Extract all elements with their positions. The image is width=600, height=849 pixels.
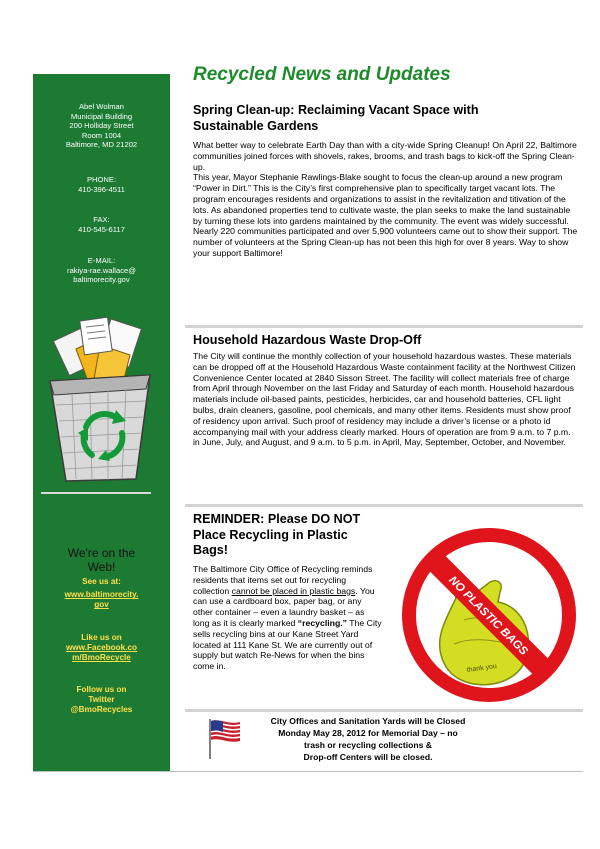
facebook-label: Like us on [81,633,122,642]
facebook-link[interactable]: www.Facebook.co [65,643,138,653]
sidebar [33,74,170,772]
section-divider [185,325,583,328]
sidebar-divider [41,492,151,494]
title-line: REMINDER: Please DO NOT [193,512,361,526]
address-line: Room 1004 [81,130,122,140]
title-line: Place Recycling in Plastic [193,527,348,542]
facebook-section [33,633,170,664]
email-label: E-MAIL: [87,256,116,265]
reminder-article-body [193,564,383,672]
twitter-section [33,685,170,716]
fax-label: FAX: [93,215,110,224]
phone-label: PHONE: [86,175,117,184]
footer-divider [33,771,583,772]
hazardous-article-title: Household Hazardous Waste Drop-Off [193,333,422,347]
title-line: Sustainable Gardens [193,118,319,133]
title-line: Bags! [193,543,228,557]
web-section [33,546,170,574]
twitter-label: Follow us on [76,685,127,694]
notice-line: City Offices and Sanitation Yards will be Closed [270,716,466,726]
address-line: 200 Holliday Street [69,121,134,131]
contact-email [33,256,170,285]
section-divider [185,709,583,712]
paragraph [193,564,383,672]
address-line: Abel Wolman [78,102,125,111]
title-line: Spring Clean-up: Reclaiming Vacant Space with [193,103,479,117]
notice-line: Drop-off Centers will be closed. [303,752,433,762]
paragraph: This year, Mayor Stephanie Rawlings-Blake sought to focus the clean-up around a new program “Power in Dirt.” This is the City’s first comprehensive plan to specifically target vacant lots. The program encourages residents and organizations to assist in the revitalization and titivation of the lots. As abandoned properties tend to cultivate waste, the plan seeks to make the land sustainable by turning these lots into gardens maintained by the community. The event was widely successful. Nearly 220 communities participated and over 5,900 volunteers came out to show their support. The number of volunteers at the Spring Clean-up has not been this high for over 8 years. Way to show your support Baltimore! [193,172,578,258]
sign-text: NO PLASTIC BAGS [446,574,530,658]
see-us-label: See us at: [82,577,121,586]
facebook-link[interactable]: m/BmoRecycle [72,653,131,663]
address-line: Municipal Building [70,111,133,121]
website-section [33,577,170,611]
body-text: . You can use a cardboard box, paper bag, or any other container – even a laundry basket – as long as it is clearly marked [193,585,375,628]
underlined-text: cannot be placed in plastic bags [231,585,356,596]
body-text: The City sells recycling bins at our Kane Street Yard located at 111 Kane St. We are currently out of supply but watch Re-News for when the bins come in. [193,617,382,672]
american-flag-icon [208,717,242,759]
bag-label: thank you [466,662,498,675]
email-address[interactable]: rakiya-rae.wallace@ [67,265,136,275]
website-link[interactable]: gov [94,600,109,610]
recycling-bin-illustration [42,309,160,484]
reminder-article-title [193,512,360,559]
no-plastic-bags-sign [394,520,584,710]
web-title: Web! [87,560,116,574]
spring-article-title [193,103,479,134]
twitter-handle[interactable]: @BmoRecycles [70,705,133,715]
notice-line: Monday May 28, 2012 for Memorial Day – no [278,728,458,738]
paragraph: What better way to celebrate Earth Day than with a city-wide Spring Cleanup! On April 22, Baltimore communities joined forces with shovels, rakes, brooms, and trash bags to kick-off the Spring Clean-up. [193,140,577,172]
contact-address [33,102,170,150]
notice-line: trash or recycling collections & [304,740,432,750]
body-text: The Baltimore City Office of Recycling reminds residents that items set out for recycling collection [193,564,373,596]
newsletter-title: Recycled News and Updates [193,64,451,85]
contact-phone [33,175,170,194]
website-link[interactable]: www.baltimorecity. [64,590,139,600]
address-line: Baltimore, MD 21202 [65,140,138,150]
contact-fax [33,215,170,234]
bold-text: “recycling.” [297,617,348,628]
paragraph: The City will continue the monthly collection of your household hazardous wastes. These materials can be dropped off at the Household Hazardous Waste containment facility at the Northwest Citizen Convenience Center located at 2840 Sisson Street. The facility will collect materials free of charge from April through November on the last Friday and Saturday of each month. Household hazardous materials include oil-based paints, pesticides, herbicides, car and household batteries, CFL light bulbs, drain cleaners, gasoline, pool chemicals, and many other items. Residents must show proof of residency upon arrival. Such proof of residency may include a driver’s license or a photo id accompanying mail with your address clearly marked. Hours of operation are from 9 a.m. to 7 p.m. in June, July, and August, and 9 a.m. to 5 p.m. in April, May, September, October, and November. [193,351,576,448]
web-title: We're on the [67,546,136,560]
memorial-day-notice [243,715,493,763]
phone-number: 410-396-4511 [78,184,125,194]
hazardous-article-body [193,351,579,448]
spring-article-body [193,140,579,259]
section-divider [185,504,583,507]
fax-number: 410-545-6117 [78,224,125,234]
email-address[interactable]: baltimorecity.gov [73,275,130,285]
twitter-label: Twitter [88,695,115,705]
